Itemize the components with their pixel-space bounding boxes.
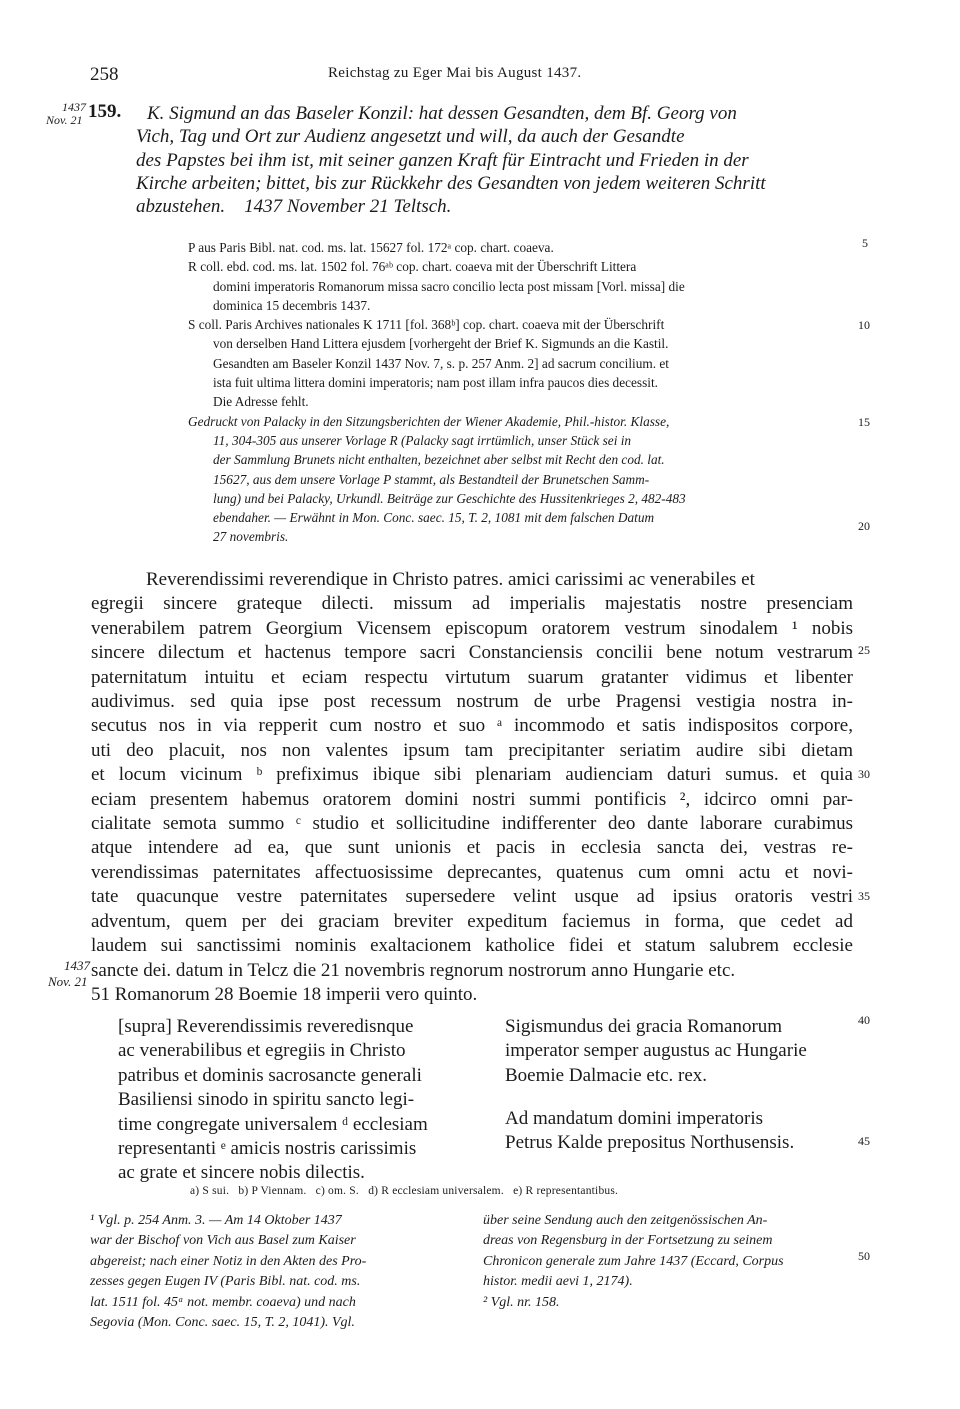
line-number: 45 bbox=[858, 1134, 870, 1148]
source-line: dominica 15 decembris 1437. bbox=[213, 297, 371, 313]
page-number: 258 bbox=[90, 64, 119, 85]
signature-line: Sigismundus dei gracia Romanorum bbox=[505, 1016, 783, 1037]
footnote-line: über seine Sendung auch den zeitgenössischen An- bbox=[483, 1213, 768, 1228]
footnote-line: dreas von Regensburg in der Fortsetzung zu seinem bbox=[483, 1233, 773, 1249]
line-number: 5 bbox=[862, 236, 868, 250]
regest bbox=[136, 102, 858, 218]
regest-line: K. Sigmund an das Baseler Konzil: hat dessen Gesandten, dem Bf. Georg von bbox=[147, 103, 737, 124]
body-line: tate quacunque vestre paternitates supersedere velint usque ad ipsius oratoris vestri bbox=[91, 886, 853, 908]
body-line: verendissimas paternitates affectuosissime deprecantes, quatenus cum omni actu et novi- bbox=[91, 861, 853, 883]
margin-date-bottom bbox=[48, 958, 90, 990]
footnote-line: ¹ Vgl. p. 254 Anm. 3. — Am 14 Oktober 1437 bbox=[90, 1213, 342, 1228]
footnote-line: lat. 1511 fol. 45ᵃ not. membr. coaeva) und nach bbox=[90, 1294, 356, 1310]
address-line: patribus et dominis sacrosancte generali bbox=[118, 1064, 422, 1086]
footnote-line: Segovia (Mon. Conc. saec. 15, T. 2, 1041). Vgl. bbox=[90, 1315, 355, 1331]
footnote-line: ² Vgl. nr. 158. bbox=[483, 1294, 560, 1310]
source-line: Gesandten am Baseler Konzil 1437 Nov. 7, s. p. 257 Anm. 2] ad sacrum concilium. et bbox=[213, 355, 669, 371]
line-number: 10 bbox=[858, 318, 870, 332]
footnote-line: abgereist; nach einer Notiz in den Akten des Pro- bbox=[90, 1253, 367, 1269]
line-number: 50 bbox=[858, 1249, 870, 1263]
body-line: cialitate semota summo ᶜ studio et sollicitudine indifferenter deo dante laborare curabimus bbox=[91, 813, 853, 835]
body-line: sancte dei. datum in Telcz die 21 novembris regnorum nostrorum anno Hungarie etc. bbox=[91, 959, 736, 981]
signature-line: Boemie Dalmacie etc. rex. bbox=[505, 1064, 708, 1086]
body-line: eciam presentem habemus oratorem domini nostri summi pontificis ², idcirco omni par- bbox=[91, 788, 853, 810]
regest-line: abzustehen. 1437 November 21 Teltsch. bbox=[136, 196, 452, 218]
source-apparatus bbox=[188, 238, 858, 547]
footnotes-right bbox=[483, 1211, 863, 1313]
body-line: laudem sui sanctissimi nominis exaltacionem katholice fidei et statum salubrem ecclesie bbox=[91, 935, 853, 957]
body-line: atque intendere ad ea, que sunt unionis et pacis in ecclesia sancta dei, vestras re- bbox=[91, 837, 853, 859]
address-line: ac venerabilibus et egregiis in Christo bbox=[118, 1040, 406, 1062]
source-line: ebendaher. — Erwähnt in Mon. Conc. saec. 15, T. 2, 1081 mit dem falschen Datum bbox=[213, 510, 655, 526]
source-line: 15627, aus dem unsere Vorlage P stammt, als Bestandteil der Brunetschen Samm- bbox=[213, 471, 650, 487]
footnote-line: Chronicon generale zum Jahre 1437 (Eccard, Corpus bbox=[483, 1253, 784, 1269]
source-line: 27 novembris. bbox=[213, 529, 289, 545]
line-number: 35 bbox=[858, 889, 870, 903]
body-line: secutus nos in via repperit cum nostro et suo ᵃ incommodo et satis indispositos corpore, bbox=[91, 715, 853, 737]
letter-subscription bbox=[505, 1107, 794, 1156]
source-line: S coll. Paris Archives nationales K 1711 [fol. 368ᵇ] cop. chart. coaeva mit der Überschrift bbox=[188, 317, 665, 333]
address-line: [supra] Reverendissimis reveredisnque bbox=[118, 1016, 414, 1037]
source-line: der Sammlung Brunets nicht enthalten, bezeichnet aber selbst mit Recht den cod. lat. bbox=[213, 452, 665, 468]
margin-day: Nov. 21 bbox=[48, 974, 88, 989]
subscription-line: Petrus Kalde prepositus Northusensis. bbox=[505, 1132, 795, 1154]
letter-signature bbox=[505, 1015, 807, 1088]
body-line: Reverendissimi reverendique in Christo patres. amici carissimi ac venerabiles et bbox=[146, 569, 755, 590]
margin-date-top bbox=[46, 100, 86, 127]
body-line: venerabilem patrem Georgium Vicensem episcopum oratorem vestrum sinodalem ¹ nobis bbox=[91, 617, 853, 639]
document-number: 159. bbox=[88, 101, 122, 122]
margin-year: 1437 bbox=[62, 100, 86, 114]
address-line: ac grate et sincere nobis dilectis. bbox=[118, 1162, 365, 1184]
line-number: 30 bbox=[858, 767, 870, 781]
margin-day: Nov. 21 bbox=[46, 113, 83, 127]
signature-line: imperator semper augustus ac Hungarie bbox=[505, 1040, 807, 1062]
source-line: lung) und bei Palacky, Urkundl. Beiträge zur Geschichte des Hussitenkrieges 2, 482-483 bbox=[213, 490, 686, 506]
source-line: ista fuit ultima littera domini imperatoris; nam post illam infra paucos dies decessit. bbox=[213, 375, 658, 391]
variant-notes: a) S sui. b) P Viennam. c) om. S. d) R ecclesiam universalem. e) R representantibus. bbox=[190, 1185, 619, 1197]
footnote-line: zesses gegen Eugen IV (Paris Bibl. nat. cod. ms. bbox=[90, 1274, 361, 1290]
subscription-line: Ad mandatum domini imperatoris bbox=[505, 1108, 764, 1129]
body-line: et locum vicinum ᵇ prefiximus ibique sibi plenariam audienciam daturi sumus. et quia bbox=[91, 764, 853, 786]
body-line: egregii sincere grateque dilecti. missum ad imperialis majestatis nostre presenciam bbox=[91, 593, 853, 615]
body-line: 51 Romanorum 28 Boemie 18 imperii vero quinto. bbox=[91, 983, 478, 1005]
source-line: R coll. ebd. cod. ms. lat. 1502 fol. 76ᵃᵇ cop. chart. coaeva mit der Überschrift Littera bbox=[188, 259, 637, 275]
letter-address bbox=[118, 1015, 428, 1186]
source-line: domini imperatoris Romanorum missa sacro concilio lecta post missam [Vorl. missa] die bbox=[213, 278, 685, 294]
regest-line: Kirche arbeiten; bittet, bis zur Rückkehr des Gesandten von jedem weiteren Schritt bbox=[136, 172, 766, 194]
source-line: von derselben Hand Littera ejusdem [vorhergeht der Brief K. Sigmunds an die Kastil. bbox=[213, 336, 669, 352]
body-line: sincere dilectum et hactenus tempore sacri Constanciensis concilii bene notum vestrarum bbox=[91, 642, 853, 664]
line-number: 25 bbox=[858, 643, 870, 657]
line-number: 15 bbox=[858, 415, 870, 429]
footnote-line: histor. medii aevi 1, 2174). bbox=[483, 1274, 633, 1290]
regest-line: des Papstes bei ihm ist, mit seiner ganzen Kraft für Eintracht und Frieden in der bbox=[136, 149, 749, 171]
source-line: P aus Paris Bibl. nat. cod. ms. lat. 15627 fol. 172ᵃ cop. chart. coaeva. bbox=[188, 240, 554, 255]
body-line: uti deo placuit, nos non valentes ipsum tam precipitanter seriatim audire sibi dietam bbox=[91, 739, 853, 761]
source-line: 11, 304-305 aus unserer Vorlage R (Palacky sagt irrtümlich, unser Stück sei in bbox=[213, 432, 632, 448]
line-number: 40 bbox=[858, 1013, 870, 1027]
body-line: audivimus. sed quia ipse post recessum nostrum de urbe Pragensi vestigia nostra in- bbox=[91, 691, 853, 713]
running-title: Reichstag zu Eger Mai bis August 1437. bbox=[328, 65, 582, 81]
margin-year: 1437 bbox=[64, 958, 90, 973]
address-line: time congregate universalem ᵈ ecclesiam bbox=[118, 1113, 428, 1135]
footnotes-left bbox=[90, 1211, 465, 1333]
regest-line: Vich, Tag und Ort zur Audienz angesetzt und will, da auch der Gesandte bbox=[136, 126, 685, 148]
address-line: representanti ᵉ amicis nostris carissimis bbox=[118, 1138, 417, 1160]
body-line: paternitatum intuitu et eciam respectu virtutum suarum gratanter vidimus et libenter bbox=[91, 666, 853, 688]
line-number: 20 bbox=[858, 519, 870, 533]
letter-body bbox=[91, 568, 853, 1007]
address-line: Basiliensi sinodo in spiritu sancto legi- bbox=[118, 1089, 415, 1111]
source-line: Gedruckt von Palacky in den Sitzungsberichten der Wiener Akademie, Phil.-histor. Klasse, bbox=[188, 413, 670, 429]
footnote-line: war der Bischof von Vich aus Basel zum Kaiser bbox=[90, 1233, 356, 1249]
source-line: Die Adresse fehlt. bbox=[213, 394, 309, 410]
body-line: adventum, quem per dei graciam breviter expeditum faciemus in forma, que cedet ad bbox=[91, 910, 853, 932]
